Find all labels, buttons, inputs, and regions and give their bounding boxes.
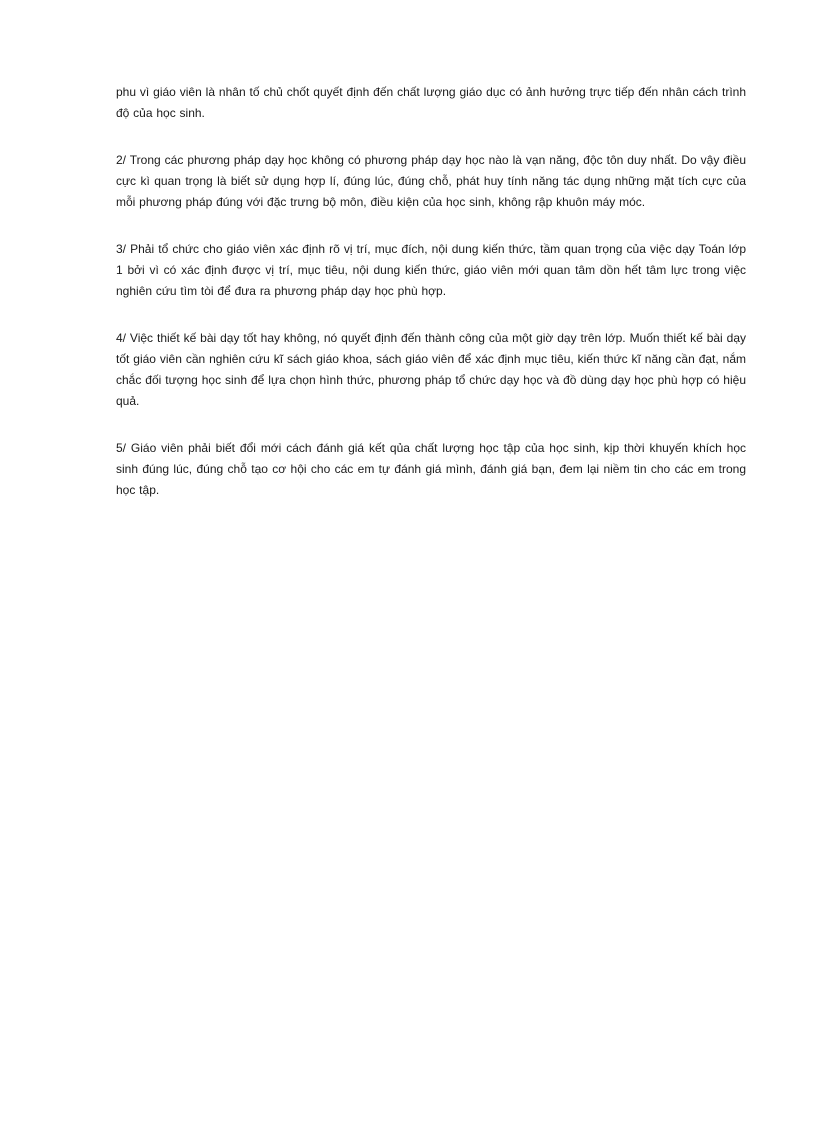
- paragraph-2: 2/ Trong các phương pháp dạy học không có phương pháp dạy học nào là vạn năng, độc tôn duy nhất. Do vậy điều cực kì quan trọng là biết sử dụng hợp lí, đúng lúc, đúng chỗ, phát huy tính năng tác dụng những mặt tích cực của mỗi phương pháp đúng với đặc trưng bộ môn, điều kiện của học sinh, không rập khuôn máy móc.: [116, 153, 746, 209]
- document-body: [116, 82, 746, 527]
- paragraph-4: 4/ Việc thiết kế bài dạy tốt hay không, nó quyết định đến thành công của một giờ dạy trên lớp. Muốn thiết kế bài dạy tốt giáo viên cần nghiên cứu kĩ sách giáo khoa, sách giáo viên để xác định mục tiêu, kiến thức kĩ năng cần đạt, nắm chắc đối tượng học sinh để lựa chọn hình thức, phương pháp tổ chức dạy học và đồ dùng dạy học phù hợp có hiệu quả.: [116, 331, 746, 408]
- paragraph-5: 5/ Giáo viên phải biết đổi mới cách đánh giá kết qủa chất lượng học tập của học sinh, kịp thời khuyến khích học sinh đúng lúc, đúng chỗ tạo cơ hội cho các em tự đánh giá mình, đánh giá bạn, đem lại niềm tin cho các em trong học tập.: [116, 441, 746, 497]
- paragraph-3: 3/ Phải tổ chức cho giáo viên xác định rõ vị trí, mục đích, nội dung kiến thức, tầm quan trọng của việc dạy Toán lớp 1 bởi vì có xác định được vị trí, mục tiêu, nội dung kiến thức, giáo viên mới quan tâm dồn hết tâm lực trong việc nghiên cứu tìm tòi để đưa ra phương pháp dạy học phù hợp.: [116, 242, 746, 298]
- paragraph-continuation: phu vì giáo viên là nhân tố chủ chốt quyết định đến chất lượng giáo dục có ảnh hưởng trực tiếp đến nhân cách trình độ của học sinh.: [116, 85, 746, 120]
